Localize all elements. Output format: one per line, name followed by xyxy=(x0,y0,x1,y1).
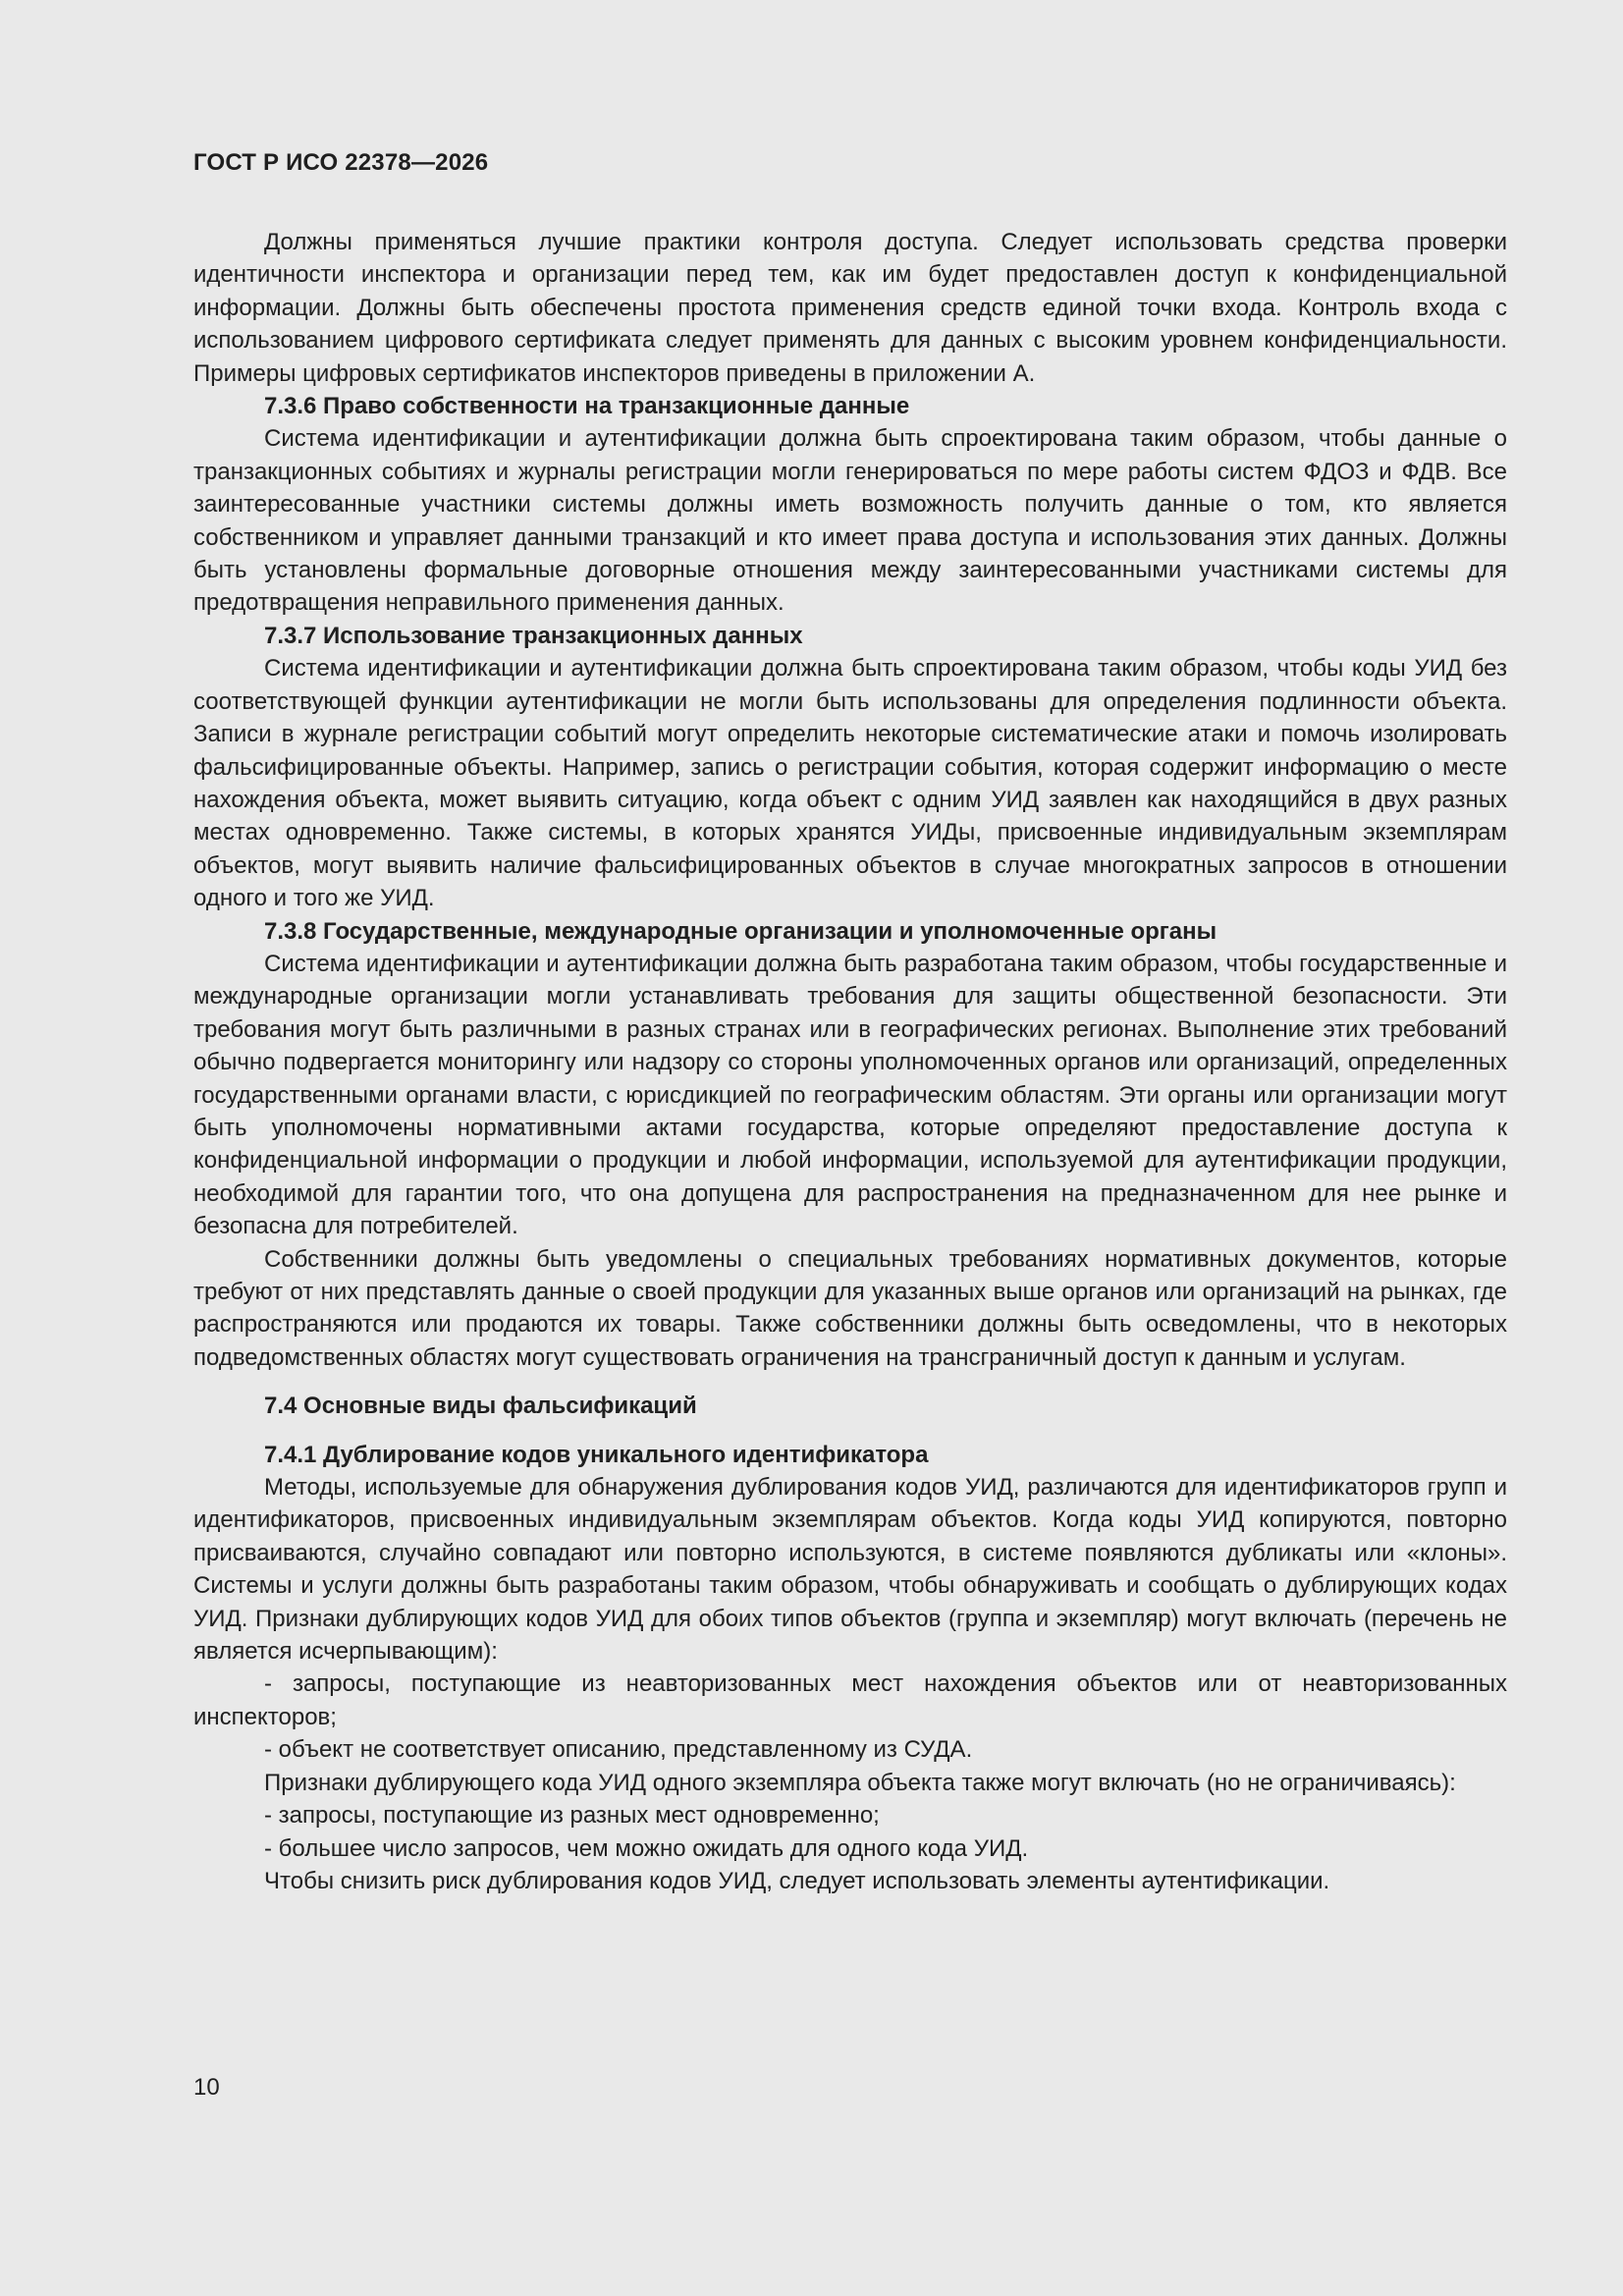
section-7-3-6-paragraph: Система идентификации и аутентификации должна быть спроектирована таким образом, чтобы данные о транзакционных событиях и журналы регистрации могли генерироваться по мере работы систем ФДОЗ и ФДВ. Все заинтересованные участники системы должны иметь возможность получить данные о том, кто является собственником и управляет данными транзакций и кто имеет права доступа и использования этих данных. Должны быть установлены формальные договорные отношения между заинтересованными участниками системы для предотвращения неправильного применения данных. xyxy=(193,425,1507,617)
document-header-id: ГОСТ Р ИСО 22378—2026 xyxy=(193,149,489,176)
section-7-4-1-paragraph-3: Чтобы снизить риск дублирования кодов УИД, следует использовать элементы аутентификации. xyxy=(264,1867,1330,1894)
page-number: 10 xyxy=(193,2074,220,2101)
section-7-4-1-paragraph-1: Методы, используемые для обнаружения дублирования кодов УИД, различаются для идентификаторов групп и идентификаторов, присвоенных индивидуальным экземплярам объектов. Когда коды УИД копируются, повторно присваиваются, случайно совпадают или повторно используются, в системе появляются дубликаты или «клоны». Системы и услуги должны быть разработаны таким образом, чтобы обнаруживать и сообщать о дублирующих кодах УИД. Признаки дублирующих кодов УИД для обоих типов объектов (группа и экземпляр) могут включать (перечень не является исчерпывающим): xyxy=(193,1474,1507,1666)
list-item: - запросы, поступающие из разных мест одновременно; xyxy=(264,1802,880,1830)
section-7-3-7-heading: 7.3.7 Использование транзакционных данных xyxy=(264,622,803,649)
intro-paragraph: Должны применяться лучшие практики контроля доступа. Следует использовать средства проверки идентичности инспектора и организации перед тем, как им будет предоставлен доступ к конфиденциальной информации. Должны быть обеспечены простота применения средств единой точки входа. Контроль входа с использованием цифрового сертификата следует применять для данных с высоким уровнем конфиденциальности. Примеры цифровых сертификатов инспекторов приведены в приложении А. xyxy=(193,229,1507,387)
list-item: - большее число запросов, чем можно ожидать для одного кода УИД. xyxy=(264,1834,1029,1862)
section-7-3-8-paragraph-1: Система идентификации и аутентификации должна быть разработана таким образом, чтобы государственные и международные организации могли устанавливать требования для защиты общественной безопасности. Эти требования могут быть различными в разных странах или в географических регионах. Выполнение этих требований обычно подвергается мониторингу или надзору со стороны уполномоченных органов или организаций, определенных государственными органами власти, с юрисдикцией по географическим областям. Эти органы или организации могут быть уполномочены нормативными актами государства, которые определяют предоставление доступа к конфиденциальной информации о продукции и любой информации, используемой для аутентификации продукции, необходимой для гарантии того, что она допущена для распространения на предназначенном для нее рынке и безопасна для потребителей. xyxy=(193,950,1507,1240)
list-item: - объект не соответствует описанию, представленному из СУДА. xyxy=(264,1736,973,1764)
document-body xyxy=(193,226,1507,1897)
section-7-3-7-paragraph: Система идентификации и аутентификации должна быть спроектирована таким образом, чтобы коды УИД без соответствующей функции аутентификации не могли быть использованы для определения подлинности объекта. Записи в журнале регистрации событий могут определить некоторые систематические атаки и помочь изолировать фальсифицированные объекты. Например, запись о регистрации события, которая содержит информацию о месте нахождения объекта, может выявить ситуацию, когда объект с одним УИД заявлен как находящийся в двух разных местах одновременно. Также системы, в которых хранятся УИДы, присвоенные индивидуальным экземплярам объектов, могут выявить наличие фальсифицированных объектов в случае многократных запросов в отношении одного и того же УИД. xyxy=(193,655,1507,912)
section-7-3-8-paragraph-2: Собственники должны быть уведомлены о специальных требованиях нормативных документов, которые требуют от них представлять данные о своей продукции для указанных выше органов или организаций на рынках, где распространяются или продаются их товары. Также собственники должны быть осведомлены, что в некоторых подведомственных областях могут существовать ограничения на трансграничный доступ к данным и услугам. xyxy=(193,1245,1507,1371)
document-page xyxy=(193,0,1507,2296)
section-7-4-1-heading: 7.4.1 Дублирование кодов уникального идентификатора xyxy=(264,1441,929,1468)
list-item: - запросы, поступающие из неавторизованных мест нахождения объектов или от неавторизованных инспекторов; xyxy=(193,1670,1507,1730)
section-7-3-8-heading: 7.3.8 Государственные, международные организации и уполномоченные органы xyxy=(264,917,1217,945)
section-7-4-1-paragraph-2: Признаки дублирующего кода УИД одного экземпляра объекта также могут включать (но не ограничиваясь): xyxy=(264,1769,1456,1796)
section-7-3-6-heading: 7.3.6 Право собственности на транзакционные данные xyxy=(264,393,910,420)
section-7-4-heading: 7.4 Основные виды фальсификаций xyxy=(264,1393,697,1420)
